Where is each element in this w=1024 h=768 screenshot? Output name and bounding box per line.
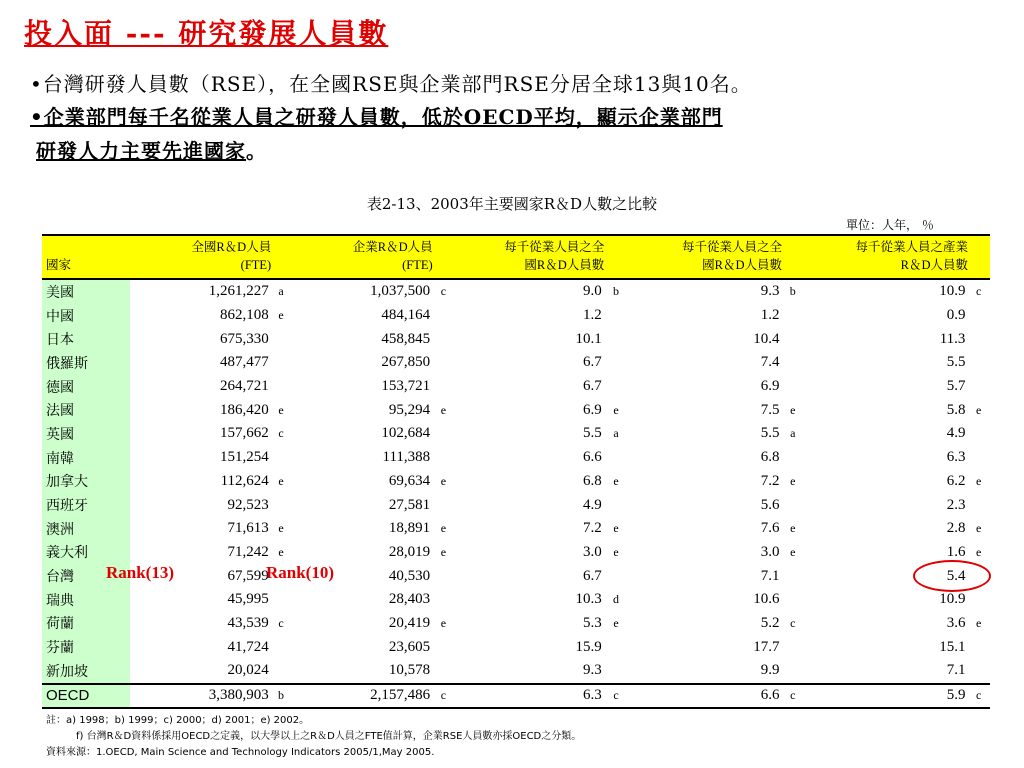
value-cell: 7.2 (760, 472, 780, 489)
value-cell: 4.9 (583, 496, 602, 513)
country-cell: 美國 (42, 279, 130, 304)
footnote-flag (604, 635, 629, 659)
bullet-business-rd-line1: •企業部門每千名從業人員之研發人員數，低於OECD平均，顯示企業部門 (30, 105, 723, 129)
table-row (42, 422, 990, 446)
bullet-business-rd (30, 100, 970, 168)
value-cell: 5.9 (804, 684, 967, 708)
header-total-rd: 全國R＆D人員 (FTE) (130, 235, 291, 279)
footnote-flag (432, 659, 454, 684)
value-cell: 95,294 (388, 401, 431, 418)
footnote-flag (782, 659, 804, 684)
footnote-flag (271, 327, 291, 351)
table-row (42, 541, 990, 565)
footnote-flag: e (976, 521, 982, 536)
value-cell: 264,721 (220, 378, 269, 395)
value-cell: 6.6 (583, 449, 602, 466)
footnote-flag (432, 375, 454, 399)
footnote-flag (271, 493, 291, 517)
table-notes (46, 712, 581, 762)
value-cell: 10.9 (939, 591, 966, 608)
footnote-flag: c (604, 684, 629, 708)
table-row (42, 564, 990, 588)
value-cell: 4.9 (946, 425, 966, 442)
footnote-flag (604, 351, 629, 375)
footnote-flag (432, 351, 454, 375)
footnote-flag (271, 446, 291, 470)
bullet-business-rd-end: 。 (246, 139, 267, 163)
oecd-row (42, 684, 990, 708)
value-cell: 28,403 (388, 591, 431, 608)
footnote-flag: a (278, 284, 284, 299)
value-cell: 458,845 (381, 330, 431, 347)
value-cell: 5.8 (946, 401, 966, 418)
value-cell: 5.3 (583, 614, 602, 631)
value-cell: 41,724 (227, 638, 269, 655)
country-cell: 俄羅斯 (42, 351, 130, 375)
value-cell: 9.3 (760, 283, 780, 300)
footnote-flag: e (790, 473, 796, 488)
footnote-flag: b (789, 284, 796, 299)
value-cell: 15.9 (575, 638, 602, 655)
value-cell: 2.3 (946, 496, 966, 513)
table-row (42, 351, 990, 375)
value-cell: 27,581 (388, 496, 431, 513)
footnote-flag: e (976, 615, 982, 630)
value-cell: 6.7 (583, 354, 602, 371)
country-cell: 芬蘭 (42, 635, 130, 659)
value-cell: 6.7 (583, 378, 602, 395)
value-cell: 15.1 (939, 638, 966, 655)
country-cell: 荷蘭 (42, 612, 130, 636)
footnote-flag (604, 327, 629, 351)
footnote-flag (604, 446, 629, 470)
footnote-flag: e (278, 544, 284, 559)
footnote-flag (271, 588, 291, 612)
footnote-flag: c (278, 615, 284, 630)
value-cell: 10.3 (575, 591, 602, 608)
value-cell: 10.4 (753, 330, 780, 347)
footnote-flag (432, 327, 454, 351)
value-cell: 11.3 (939, 330, 966, 347)
footnote-flag: a (613, 426, 619, 441)
table-unit: 單位：人年， ％ (846, 218, 934, 232)
table-row (42, 517, 990, 541)
note-source: 資料來源：1.OECD, Main Science and Technology Indicators 2005/1,May 2005. (46, 747, 435, 758)
footnote-flag: e (440, 615, 447, 630)
footnote-flag (967, 422, 990, 446)
country-cell: 南韓 (42, 446, 130, 470)
value-cell: 45,995 (227, 591, 269, 608)
value-cell: 112,624 (220, 472, 269, 489)
value-cell: 10.6 (753, 591, 780, 608)
footnote-flag (782, 446, 804, 470)
footnote-flag: c (976, 284, 982, 299)
value-cell: 3.0 (583, 543, 602, 560)
value-cell: 9.0 (583, 283, 602, 300)
footnote-flag: e (976, 473, 982, 488)
footnote-flag (782, 375, 804, 399)
footnote-flag: e (790, 402, 796, 417)
footnote-flag: e (613, 402, 619, 417)
header-business-rd: 企業R＆D人員 (FTE) (291, 235, 454, 279)
table-row (42, 470, 990, 494)
footnote-flag (967, 351, 990, 375)
table-body (42, 279, 990, 708)
table-row (42, 327, 990, 351)
value-cell: 675,330 (220, 330, 269, 347)
header-per-thousand-total: 每千從業人員之全 國R＆D人員數 (455, 235, 629, 279)
footnote-flag: e (613, 473, 619, 488)
header-per-thousand-total-full: 每千從業人員之全 國R＆D人員數 (628, 235, 804, 279)
footnote-flag (432, 564, 454, 588)
value-cell: 92,523 (227, 496, 269, 513)
value-cell: 0.9 (946, 307, 966, 324)
value-cell: 6.7 (583, 567, 602, 584)
value-cell: 6.3 (455, 684, 604, 708)
country-cell: 德國 (42, 375, 130, 399)
footnote-flag: e (613, 615, 619, 630)
value-cell: 67,599 (227, 567, 269, 584)
value-cell: 7.1 (946, 662, 966, 679)
value-cell: 5.5 (583, 425, 602, 442)
footnote-flag: e (440, 473, 447, 488)
country-cell: 加拿大 (42, 470, 130, 494)
note-taiwan-definition: f) 台灣R＆D資料係採用OECD之定義，以大學以上之R＆D人員之FTE值計算，企業RSE人員數亦採OECD之分類。 (76, 731, 582, 742)
footnote-flag (782, 493, 804, 517)
footnote-flag (271, 351, 291, 375)
footnote-flag (967, 375, 990, 399)
value-cell: 1.2 (583, 307, 602, 324)
footnote-flag (967, 327, 990, 351)
footnote-flag: c (967, 684, 990, 708)
value-cell: 7.6 (760, 520, 780, 537)
footnote-flag: e (440, 402, 447, 417)
footnote-flag (271, 659, 291, 684)
value-cell: 1.6 (946, 543, 966, 560)
value-cell: 40,530 (388, 567, 431, 584)
footnote-flag: c (440, 284, 447, 299)
footnote-flag: e (440, 521, 447, 536)
table-row (42, 612, 990, 636)
footnote-flag: c (782, 684, 804, 708)
footnote-flag: e (790, 521, 796, 536)
footnote-flag: c (790, 615, 796, 630)
value-cell: 5.5 (760, 425, 780, 442)
footnote-flag (604, 375, 629, 399)
value-cell: 6.9 (583, 401, 602, 418)
header-country: 國家 (42, 235, 130, 279)
country-cell: 義大利 (42, 541, 130, 565)
table-row (42, 375, 990, 399)
value-cell: 20,024 (227, 662, 269, 679)
footnote-flag: c (432, 684, 454, 708)
table-row (42, 635, 990, 659)
value-cell: 186,420 (220, 401, 269, 418)
table-row (42, 398, 990, 422)
country-cell: 西班牙 (42, 493, 130, 517)
value-cell: 5.6 (760, 496, 780, 513)
footnote-flag (432, 422, 454, 446)
value-cell: 3,380,903 (130, 684, 271, 708)
page-title: 投入面 --- 研究發展人員數 (24, 17, 389, 50)
footnote-flag (782, 351, 804, 375)
value-cell: 9.3 (583, 662, 602, 679)
footnote-flag (967, 304, 990, 328)
footnote-flag: e (976, 544, 982, 559)
header-per-thousand-industry: 每千從業人員之產業 R＆D人員數 (804, 235, 990, 279)
value-cell: 43,539 (227, 614, 269, 631)
value-cell: 7.4 (760, 354, 780, 371)
footnote-flag (782, 304, 804, 328)
table-row (42, 588, 990, 612)
country-cell: 瑞典 (42, 588, 130, 612)
value-cell: 7.1 (760, 567, 780, 584)
footnote-flag (271, 635, 291, 659)
footnote-flag: b (613, 284, 620, 299)
rank-business-annotation: Rank(10) (266, 563, 335, 582)
value-cell: 20,419 (388, 614, 431, 631)
footnote-flag (967, 635, 990, 659)
value-cell: 7.5 (760, 401, 780, 418)
value-cell: 111,388 (382, 449, 431, 466)
footnote-flag (604, 493, 629, 517)
value-cell: 3.0 (760, 543, 780, 560)
value-cell: 151,254 (220, 449, 269, 466)
table-row (42, 493, 990, 517)
footnote-flag: e (278, 521, 284, 536)
value-cell: 10.9 (939, 283, 966, 300)
value-cell: 28,019 (388, 543, 431, 560)
value-cell: 3.6 (946, 614, 966, 631)
value-cell: 10,578 (388, 662, 431, 679)
table-row (42, 279, 990, 304)
value-cell: 2,157,486 (291, 684, 432, 708)
footnote-flag (432, 588, 454, 612)
footnote-flag: b (271, 684, 291, 708)
value-cell: 6.3 (946, 449, 966, 466)
footnote-flag (432, 304, 454, 328)
footnote-flag (271, 375, 291, 399)
value-cell: 7.2 (583, 520, 602, 537)
footnote-flag (782, 327, 804, 351)
bullet-business-rd-line2: 研發人力主要先進國家 (36, 139, 246, 163)
value-cell: 267,850 (381, 354, 431, 371)
country-cell: 中國 (42, 304, 130, 328)
footnote-flag: e (976, 402, 982, 417)
footnote-flag (432, 493, 454, 517)
value-cell: 18,891 (388, 520, 431, 537)
value-cell: 71,242 (227, 543, 269, 560)
value-cell: 6.8 (760, 449, 780, 466)
highlight-circle (913, 560, 991, 592)
country-cell: 台灣 (42, 564, 130, 588)
table-row (42, 446, 990, 470)
rd-personnel-table (42, 234, 990, 709)
value-cell: 153,721 (381, 378, 431, 395)
value-cell: 5.4 (946, 567, 966, 584)
table-row (42, 659, 990, 684)
bullet-rse-rank: •台灣研發人員數（RSE），在全國RSE與企業部門RSE分居全球13與10名。 (30, 72, 752, 96)
value-cell: 487,477 (220, 354, 269, 371)
value-cell: 23,605 (388, 638, 431, 655)
footnote-flag: e (613, 521, 619, 536)
value-cell: 6.9 (760, 378, 780, 395)
country-cell: 日本 (42, 327, 130, 351)
value-cell: 6.8 (583, 472, 602, 489)
country-cell: OECD (42, 684, 130, 708)
table-header-row (42, 235, 990, 279)
country-cell: 澳洲 (42, 517, 130, 541)
footnote-flag: c (278, 426, 284, 441)
rank-total-annotation: Rank(13) (106, 563, 175, 582)
note-years: 註：a) 1998；b) 1999；c) 2000；d) 2001；e) 2002。 (46, 715, 310, 726)
value-cell: 10.1 (575, 330, 602, 347)
footnote-flag: e (613, 544, 619, 559)
footnote-flag: e (790, 544, 796, 559)
footnote-flag (604, 304, 629, 328)
country-cell: 新加坡 (42, 659, 130, 684)
footnote-flag: d (613, 592, 620, 607)
value-cell: 102,684 (381, 425, 431, 442)
value-cell: 1.2 (760, 307, 780, 324)
table-caption: 表2-13、2003年主要國家R＆D人數之比較 (366, 195, 658, 213)
value-cell: 1,261,227 (208, 283, 269, 300)
footnote-flag (604, 564, 629, 588)
country-cell: 英國 (42, 422, 130, 446)
value-cell: 9.9 (760, 662, 780, 679)
value-cell: 17.7 (753, 638, 780, 655)
footnote-flag (782, 564, 804, 588)
value-cell: 862,108 (220, 307, 269, 324)
value-cell: 5.5 (946, 354, 966, 371)
table-row (42, 304, 990, 328)
footnote-flag (967, 659, 990, 684)
footnote-flag: e (278, 402, 284, 417)
footnote-flag (967, 493, 990, 517)
value-cell: 2.8 (946, 520, 966, 537)
footnote-flag: e (278, 473, 284, 488)
value-cell: 5.2 (760, 614, 780, 631)
value-cell: 157,662 (220, 425, 269, 442)
footnote-flag: e (278, 308, 284, 323)
value-cell: 5.7 (946, 378, 966, 395)
footnote-flag (782, 588, 804, 612)
footnote-flag (432, 635, 454, 659)
country-cell: 法國 (42, 398, 130, 422)
footnote-flag (967, 588, 990, 612)
value-cell: 1,037,500 (370, 283, 431, 300)
footnote-flag (432, 446, 454, 470)
value-cell: 6.6 (628, 684, 781, 708)
footnote-flag: e (440, 544, 447, 559)
value-cell: 69,634 (388, 472, 431, 489)
footnote-flag: a (790, 426, 796, 441)
value-cell: 71,613 (227, 520, 269, 537)
footnote-flag (604, 659, 629, 684)
footnote-flag (967, 446, 990, 470)
value-cell: 6.2 (946, 472, 966, 489)
footnote-flag (782, 635, 804, 659)
value-cell: 484,164 (381, 307, 431, 324)
